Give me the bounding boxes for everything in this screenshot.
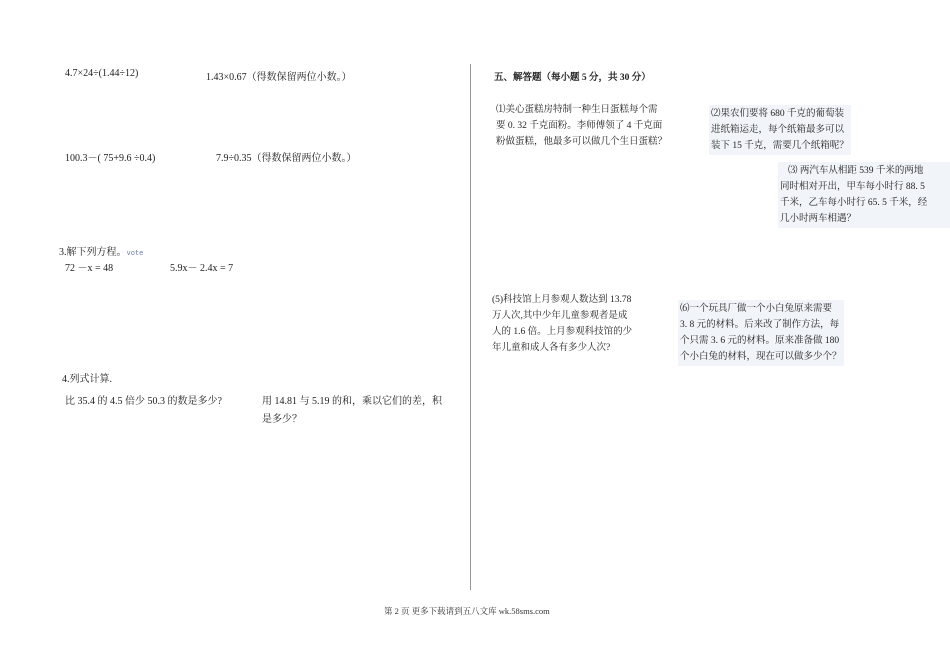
problem-5-line-4: 年儿童和成人各有多少人次?: [492, 343, 611, 353]
calc-problem-1: 4.7×24÷(1.44÷12): [65, 68, 139, 79]
equation-1: 72 －x = 48: [65, 263, 114, 274]
problem-2-line-2: 进纸箱运走，每个纸箱最多可以: [711, 125, 845, 135]
problem-1-line-2: 要 0. 32 千克面粉。李师傅领了 4 千克面: [496, 121, 663, 131]
problem-2-line-1: ⑵果农们要将 680 千克的葡萄装: [711, 109, 845, 119]
column-divider: [470, 64, 471, 590]
problem-6-line-3: 个只需 3. 6 元的材料。原来准备做 180: [680, 336, 840, 346]
problem-3-line-4: 几小时两车相遇？: [780, 214, 857, 224]
vote-tag: vote: [126, 249, 144, 257]
page-footer: 第 2 页 更多下载请到五八文库 wk.58sms.com: [384, 606, 550, 616]
problem-3-line-1: ⑶ 两汽车从相距 539 千米的两地: [788, 166, 924, 176]
section-4-title: 4.列式计算.: [62, 374, 112, 385]
section-5-title: 五、解答题（每小题 5 分，共 30 分）: [494, 73, 651, 83]
problem-5-block: [490, 291, 634, 357]
word-problem-1: 比 35.4 的 4.5 倍少 50.3 的数是多少?: [65, 396, 222, 407]
problem-1-line-3: 粉做蛋糕，他最多可以做几个生日蛋糕？: [496, 137, 668, 147]
problem-5-line-3: 人的 1.6 倍。上月参观科技馆的少: [492, 327, 633, 337]
section-3-title: 3.解下列方程。: [59, 247, 127, 258]
problem-3-line-3: 千米，乙车每小时行 65. 5 千米，经: [780, 198, 928, 208]
section-3-heading: [59, 243, 143, 258]
problem-6-line-2: 3. 8 元的材料。后来改了制作方法，每: [680, 320, 840, 330]
equation-2: 5.9x－ 2.4x = 7: [170, 263, 234, 274]
problem-3-line-2: 同时相对开出，甲车每小时行 88. 5: [780, 182, 925, 192]
problem-5-line-1: (5)科技馆上月参观人数达到 13.78: [492, 295, 632, 305]
word-problem-2-line-2: 是多少？: [262, 414, 302, 425]
word-problem-2-line-1: 用 14.81 与 5.19 的和，乘以它们的差，积: [262, 396, 442, 407]
calc-problem-3: 100.3－( 75+9.6 ÷0.4): [65, 153, 156, 164]
problem-6-line-4: 个小白兔的材料，现在可以做多少个？: [680, 352, 842, 362]
problem-6-block: [678, 300, 844, 366]
calc-problem-4: 7.9÷0.35（得数保留两位小数。）: [216, 153, 357, 164]
problem-6-line-1: ⑹一个玩具厂做一个小白兔原来需要: [680, 304, 833, 314]
problem-1-block: [494, 101, 669, 151]
problem-5-line-2: 万人次,其中少年儿童参观者是成: [492, 311, 628, 321]
problem-2-line-3: 装下 15 千克，需要几个纸箱呢？: [711, 141, 849, 151]
calc-problem-2: 1.43×0.67（得数保留两位小数。）: [206, 72, 352, 83]
problem-2-block: [709, 105, 851, 155]
problem-1-line-1: ⑴美心蛋糕房特制一种生日蛋糕每个需: [496, 105, 658, 115]
problem-3-block: [778, 162, 950, 228]
